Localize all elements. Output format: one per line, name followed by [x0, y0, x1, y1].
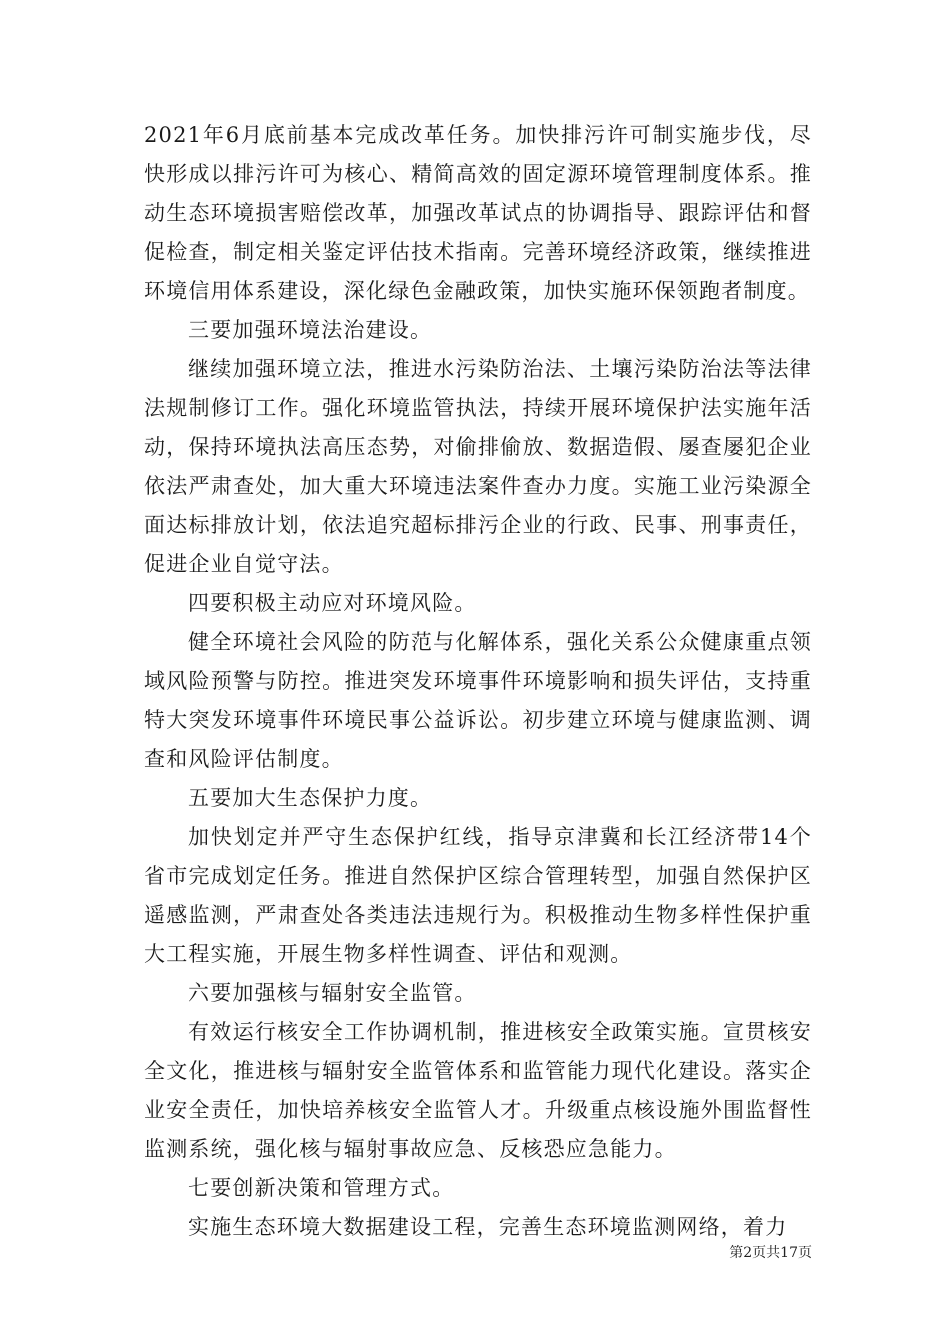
paragraph-nuclear-safety: 有效运行核安全工作协调机制，推进核安全政策实施。宣贯核安全文化，推进核与辐射安全监管体系和监管能力现代化建设。落实企业安全责任，加快培养核安全监管人才。升级重点核设施外围监督性监测系统，强化核与辐射事故应急、反核恐应急能力。 [144, 1020, 812, 1161]
page-number-footer: 第2页共17页 [729, 1245, 812, 1261]
paragraph-legal-construction: 继续加强环境立法，推进水污染防治法、土壤污染防治法等法律法规制修订工作。强化环境监管执法，持续开展环境保护法实施年活动，保持环境执法高压态势，对偷排偷放、数据造假、屡查屡犯企业依法严肃查处，加大重大环境违法案件查办力度。实施工业污染源全面达标排放计划，依法追究超标排污企业的行政、民事、刑事责任，促进企业自觉守法。 [144, 357, 812, 576]
paragraph-environmental-risk: 健全环境社会风险的防范与化解体系，强化关系公众健康重点领域风险预警与防控。推进突发环境事件环境影响和损失评估，支持重特大突发环境事件环境民事公益诉讼。初步建立环境与健康监测、调查和风险评估制度。 [144, 630, 812, 771]
heading-environmental-risk: 四要积极主动应对环境风险。 [188, 591, 477, 615]
heading-legal-construction: 三要加强环境法治建设。 [188, 318, 433, 342]
heading-ecological-protection: 五要加大生态保护力度。 [188, 786, 433, 810]
heading-innovation: 七要创新决策和管理方式。 [188, 1176, 455, 1200]
paragraph-reform-tasks: 2021年6月底前基本完成改革任务。加快排污许可制实施步伐，尽快形成以排污许可为核心、精简高效的固定源环境管理制度体系。推动生态环境损害赔偿改革，加强改革试点的协调指导、跟踪评估和督促检查，制定相关鉴定评估技术指南。完善环境经济政策，继续推进环境信用体系建设，深化绿色金融政策，加快实施环保领跑者制度。 [144, 123, 812, 303]
document-body [144, 116, 812, 1247]
paragraph-ecological-protection: 加快划定并严守生态保护红线，指导京津冀和长江经济带14个省市完成划定任务。推进自然保护区综合管理转型，加强自然保护区遥感监测，严肃查处各类违法违规行为。积极推动生物多样性保护重大工程实施，开展生物多样性调查、评估和观测。 [144, 825, 812, 966]
paragraph-innovation: 实施生态环境大数据建设工程，完善生态环境监测网络，着力 [188, 1215, 788, 1239]
heading-nuclear-safety: 六要加强核与辐射安全监管。 [188, 981, 477, 1005]
